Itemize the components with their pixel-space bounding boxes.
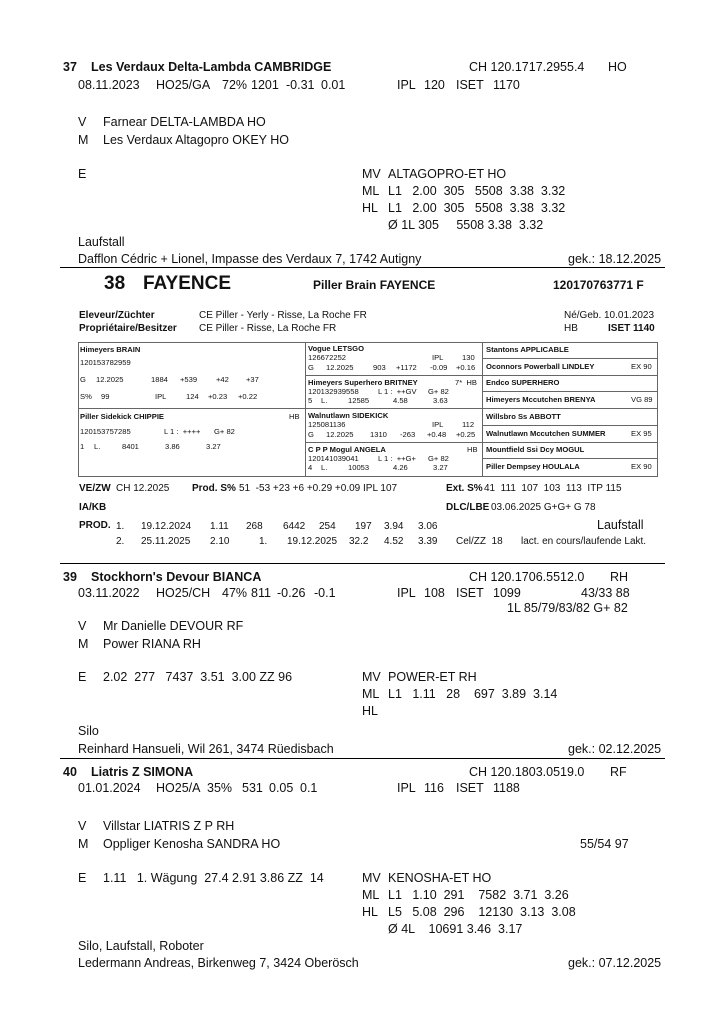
prod-label: PROD. (79, 520, 111, 531)
birth-date: 10.01.2023 (604, 310, 655, 321)
age: 1.11 (210, 521, 229, 532)
sire-g-date: 12.2025 (96, 375, 124, 384)
protein-pct: 3.06 (418, 521, 438, 532)
e-label: E (78, 871, 87, 885)
hl-label: HL (362, 905, 378, 919)
prod-s-label: Prod. S% (192, 483, 236, 494)
sire-v5: +0.23 (208, 392, 228, 401)
ml-label: ML (362, 184, 380, 198)
mv-value: POWER-ET RH (388, 670, 477, 684)
percent: 47% (222, 586, 248, 600)
protein-pct: 3.39 (418, 536, 438, 547)
sire-dam-lact: 5 (308, 396, 313, 405)
percent: 72% (222, 78, 248, 92)
ipl-label: IPL (397, 781, 416, 795)
value-3: 0.01 (321, 78, 346, 92)
dam-id: 120153757285 (80, 427, 131, 436)
percent: 35% (207, 781, 233, 795)
breed: RF (610, 765, 627, 779)
dam-label: M (78, 837, 89, 851)
divider (60, 563, 665, 564)
e-label: E (78, 670, 87, 684)
dam-g: G+ 82 (214, 427, 235, 436)
dam-protein: 3.27 (206, 442, 221, 451)
calving-date: 19.12.2024 (141, 521, 192, 532)
breed: HO (608, 60, 627, 74)
breeder: CE Piller - Yerly - Risse, La Roche FR (199, 310, 367, 321)
value-1: 1201 (251, 78, 279, 92)
ipl-value: 120 (424, 78, 445, 92)
lactation-no: 1. (116, 521, 125, 532)
hl-label: HL (362, 704, 378, 718)
sire-sire-ipl-label: IPL (432, 353, 444, 362)
sire-dam-fat: 4.58 (393, 396, 408, 405)
value-2: 0.05 (269, 781, 294, 795)
dam-sire-v4: +0.25 (456, 430, 476, 439)
mv-label: MV (362, 167, 381, 181)
hb-label: HB (564, 323, 578, 334)
days: 268 (246, 521, 263, 532)
animal-name: Stockhorn's Devour BIANCA (91, 570, 262, 584)
sire-name: Villstar LIATRIS Z P RH (103, 819, 235, 833)
ipl-label: IPL (397, 586, 416, 600)
dam-sire-name: Walnutlawn SIDEKICK (308, 411, 389, 420)
dam-dam-l: L. (321, 463, 328, 472)
dam-sire-v1: 1310 (370, 430, 387, 439)
ancestor-ddd-score: EX 90 (631, 462, 652, 471)
ext-label: Ext. S% (446, 483, 483, 494)
dam-sire-ipl-value: 112 (462, 420, 475, 429)
sire-sire-date: 12.2025 (326, 363, 354, 372)
dam-dam-protein: 3.27 (433, 463, 448, 472)
birth-date: 08.11.2023 (78, 78, 140, 92)
sire-g-v2: +539 (180, 375, 198, 384)
mv-label: MV (362, 871, 381, 885)
dam-lact: 1 (80, 442, 85, 451)
e-values: 2.02 277 7437 3.51 3.00 ZZ 96 (103, 670, 293, 684)
iset: ISET 1140 (608, 323, 655, 334)
sire-dam-l: L. (321, 396, 328, 405)
herdbook: HO25/GA (156, 78, 211, 92)
iset-value: 1099 (493, 586, 521, 600)
breed: RH (610, 570, 629, 584)
value-3: -0.1 (314, 586, 336, 600)
iakb-label: IA/KB (79, 502, 107, 513)
mv-value: KENOSHA-ET HO (388, 871, 492, 885)
dam-sire-ipl-label: IPL (432, 420, 444, 429)
fat-pct: 3.94 (384, 521, 404, 532)
ancestor-sdd-score: VG 89 (631, 395, 653, 404)
dam-l: L. (94, 442, 101, 451)
ancestor-sds: Endco SUPERHERO (486, 378, 560, 387)
sire-sire-id: 126672252 (308, 353, 347, 362)
sire-g-v1: 1884 (151, 375, 168, 384)
mv-value: ALTAGOPRO-ET HO (388, 167, 507, 181)
dam-sire-v2: -263 (400, 430, 416, 439)
gek-date: gek.: 07.12.2025 (568, 956, 662, 970)
sire-sire-v3: -0.09 (430, 363, 448, 372)
sire-name: Farnear DELTA-LAMBDA HO (103, 115, 266, 129)
owner-address: Dafflon Cédric + Lionel, Impasse des Verdaux 7, 1742 Autigny (78, 252, 422, 266)
animal-name: FAYENCE (143, 273, 231, 294)
sire-dam-tag: 7* HB (455, 378, 477, 387)
hl-value: L1 2.00 305 5508 3.38 3.32 (388, 201, 566, 215)
sire-sire-ipl-value: 130 (462, 353, 475, 362)
sire-label: V (78, 819, 87, 833)
ancestor-dsd: Walnutlawn Mccutchen SUMMER (486, 429, 606, 438)
ml-label: ML (362, 687, 380, 701)
sire-g-v4: +37 (246, 375, 259, 384)
owner: CE Piller - Risse, La Roche FR (199, 323, 337, 334)
sire-ipl-value: 124 (186, 392, 199, 401)
ancestor-ddd: Piller Dempsey HOULALA (486, 462, 580, 471)
sire-s-label: S% (80, 392, 92, 401)
protein-kg: 197 (355, 521, 372, 532)
conformation: 43/33 88 (581, 586, 630, 600)
sire-name: Himeyers BRAIN (80, 345, 141, 354)
owner-label: Propriétaire/Besitzer (79, 323, 177, 334)
sire-label: V (78, 619, 87, 633)
dam-sire-v3: +0.48 (427, 430, 447, 439)
fat-kg: 254 (319, 521, 336, 532)
herdbook: HO25/CH (156, 586, 211, 600)
animal-id: CH 120.1803.0519.0 (469, 765, 585, 779)
owner-address: Ledermann Andreas, Birkenweg 7, 3424 Oberösch (78, 956, 359, 970)
animal-name: Liatris Z SIMONA (91, 765, 194, 779)
owner-address: Reinhard Hansueli, Wil 261, 3474 Rüedisbach (78, 742, 334, 756)
value-3: 0.1 (300, 781, 318, 795)
milk: 6442 (283, 521, 306, 532)
dam-dam-g: G+ 82 (428, 454, 449, 463)
ancestor-sss: Stantons APPLICABLE (486, 345, 569, 354)
sire-dam-milk: 12585 (348, 396, 370, 405)
e-values: 1.11 1. Wägung 27.4 2.91 3.86 ZZ 14 (103, 871, 324, 885)
value-1: 811 (251, 586, 271, 600)
sire-sire-v4: +0.16 (456, 363, 476, 372)
prod-s-values: 51 -53 +23 +6 +0.29 +0.09 IPL 107 (239, 483, 398, 494)
iset-value: 1170 (493, 78, 520, 92)
entry-number: 39 (63, 570, 77, 584)
iset-value: 1188 (493, 781, 520, 795)
dam-dam-id: 120141039041 (308, 454, 359, 463)
ancestor-sdd: Himeyers Mccutchen BRENYA (486, 395, 596, 404)
hl-value: L5 5.08 296 12130 3.13 3.08 (388, 905, 576, 919)
dam-fat: 3.86 (165, 442, 180, 451)
dam-conformation: 55/54 97 (580, 837, 629, 851)
birth-label: Né/Geb. (564, 310, 602, 321)
lactation-status: lact. en cours/laufende Lakt. (521, 536, 647, 547)
sire-dam-protein: 3.63 (433, 396, 448, 405)
sire-v6: +0.22 (238, 392, 258, 401)
divider (60, 758, 665, 759)
dam-milk: 8401 (122, 442, 139, 451)
gek-date: gek.: 18.12.2025 (568, 252, 662, 266)
herdbook: HO25/A (156, 781, 201, 795)
ipl-label: IPL (397, 78, 416, 92)
sire-s-value: 99 (101, 392, 110, 401)
dam-name: Oppliger Kenosha SANDRA HO (103, 837, 281, 851)
sire-sire-v1: 903 (373, 363, 386, 372)
ancestor-ssd: Oconnors Powerball LINDLEY (486, 362, 595, 371)
breeder-label: Eleveur/Züchter (79, 310, 155, 321)
ancestor-dds: Mountfield Ssi Dcy MOGUL (486, 445, 585, 454)
dam-dam-hb: HB (467, 445, 478, 454)
animal-id: CH 120.1706.5512.0 (469, 570, 585, 584)
value-2: -0.26 (277, 586, 306, 600)
entry-number: 37 (63, 60, 77, 74)
ancestor-ssd-score: EX 90 (631, 362, 652, 371)
sire-dam-id: 120132939558 (308, 387, 359, 396)
vezw-label: VE/ZW (79, 483, 111, 494)
ipl-value: 116 (424, 781, 444, 795)
age: 2.10 (210, 536, 230, 547)
dam-hb: HB (289, 412, 300, 421)
ml-label: ML (362, 888, 380, 902)
dlc-value: 03.06.2025 G+G+ G 78 (491, 502, 596, 513)
iset-label: ISET (456, 586, 484, 600)
e-label: E (78, 167, 87, 181)
ancestor-dss: Willsbro Ss ABBOTT (486, 412, 561, 421)
entry-number: 38 (104, 273, 126, 294)
linear-score: 1L 85/79/83/82 G+ 82 (507, 601, 628, 615)
sire-label: V (78, 115, 87, 129)
dlc-label: DLC/LBE (446, 502, 490, 513)
sire-g-v3: +42 (216, 375, 229, 384)
ml-value: L1 1.11 28 697 3.89 3.14 (388, 687, 558, 701)
cel-zz: Cel/ZZ 18 (456, 536, 503, 547)
dam-dam-milk: 10053 (348, 463, 370, 472)
dam-dam-lact: 4 (308, 463, 313, 472)
ml-value: L1 1.10 291 7582 3.71 3.26 (388, 888, 569, 902)
animal-name: Les Verdaux Delta-Lambda CAMBRIDGE (91, 60, 332, 74)
average-value: Ø 4L 10691 3.46 3.17 (388, 922, 523, 936)
mv-label: MV (362, 670, 381, 684)
birth-date: 01.01.2024 (78, 781, 141, 795)
sire-name: Mr Danielle DEVOUR RF (103, 619, 244, 633)
sire-ipl-label: IPL (155, 392, 167, 401)
test-milk: 32.2 (349, 536, 369, 547)
ext-values: 41 111 107 103 113 ITP 115 (484, 483, 622, 494)
hl-label: HL (362, 201, 378, 215)
sire-dam-linear: L 1 : ++GV (378, 387, 417, 396)
gek-date: gek.: 02.12.2025 (568, 742, 662, 756)
sire-dam-name: Himeyers Superhero BRITNEY (308, 378, 418, 387)
dam-label: M (78, 637, 89, 651)
dam-name: Power RIANA RH (103, 637, 201, 651)
full-name: Piller Brain FAYENCE (313, 278, 436, 292)
fat-pct: 4.52 (384, 536, 404, 547)
housing: Silo, Laufstall, Roboter (78, 939, 204, 953)
sire-sire-g: G (308, 363, 314, 372)
dam-sire-date: 12.2025 (326, 430, 354, 439)
housing: Laufstall (597, 518, 644, 532)
dam-linear: L 1 : ++++ (164, 427, 201, 436)
dam-name: Piller Sidekick CHIPPIE (80, 412, 164, 421)
sire-id: 120153782959 (80, 358, 131, 367)
average-value: Ø 1L 305 5508 3.38 3.32 (388, 218, 544, 232)
iset-label: ISET (456, 78, 484, 92)
dam-name: Les Verdaux Altagopro OKEY HO (103, 133, 289, 147)
value-1: 531 (242, 781, 263, 795)
dam-sire-g: G (308, 430, 314, 439)
ipl-value: 108 (424, 586, 445, 600)
dam-dam-fat: 4.26 (393, 463, 408, 472)
value-2: -0.31 (286, 78, 315, 92)
test-date: 19.12.2025 (287, 536, 338, 547)
sire-sire-v2: +1172 (396, 363, 417, 372)
animal-id: 120170763771 F (553, 278, 644, 292)
dam-label: M (78, 133, 89, 147)
animal-id: CH 120.1717.2955.4 (469, 60, 585, 74)
sire-dam-g: G+ 82 (428, 387, 449, 396)
iset-label: ISET (456, 781, 484, 795)
sire-sire-name: Vogue LETSGO (308, 344, 364, 353)
housing: Laufstall (78, 235, 125, 249)
lactation-no: 2. (116, 536, 125, 547)
ml-value: L1 2.00 305 5508 3.38 3.32 (388, 184, 566, 198)
divider (60, 267, 665, 268)
calving-date: 25.11.2025 (141, 536, 191, 547)
entry-number: 40 (63, 765, 77, 779)
dam-dam-name: C P P Mogul ANGELA (308, 445, 386, 454)
birth-date: 03.11.2022 (78, 586, 140, 600)
days: 1. (259, 536, 268, 547)
housing: Silo (78, 724, 99, 738)
dam-dam-linear: L 1 : ++G+ (378, 454, 416, 463)
sire-g-label: G (80, 375, 86, 384)
vezw-date: CH 12.2025 (116, 483, 170, 494)
ancestor-dsd-score: EX 95 (631, 429, 652, 438)
dam-sire-id: 125081136 (308, 420, 346, 429)
